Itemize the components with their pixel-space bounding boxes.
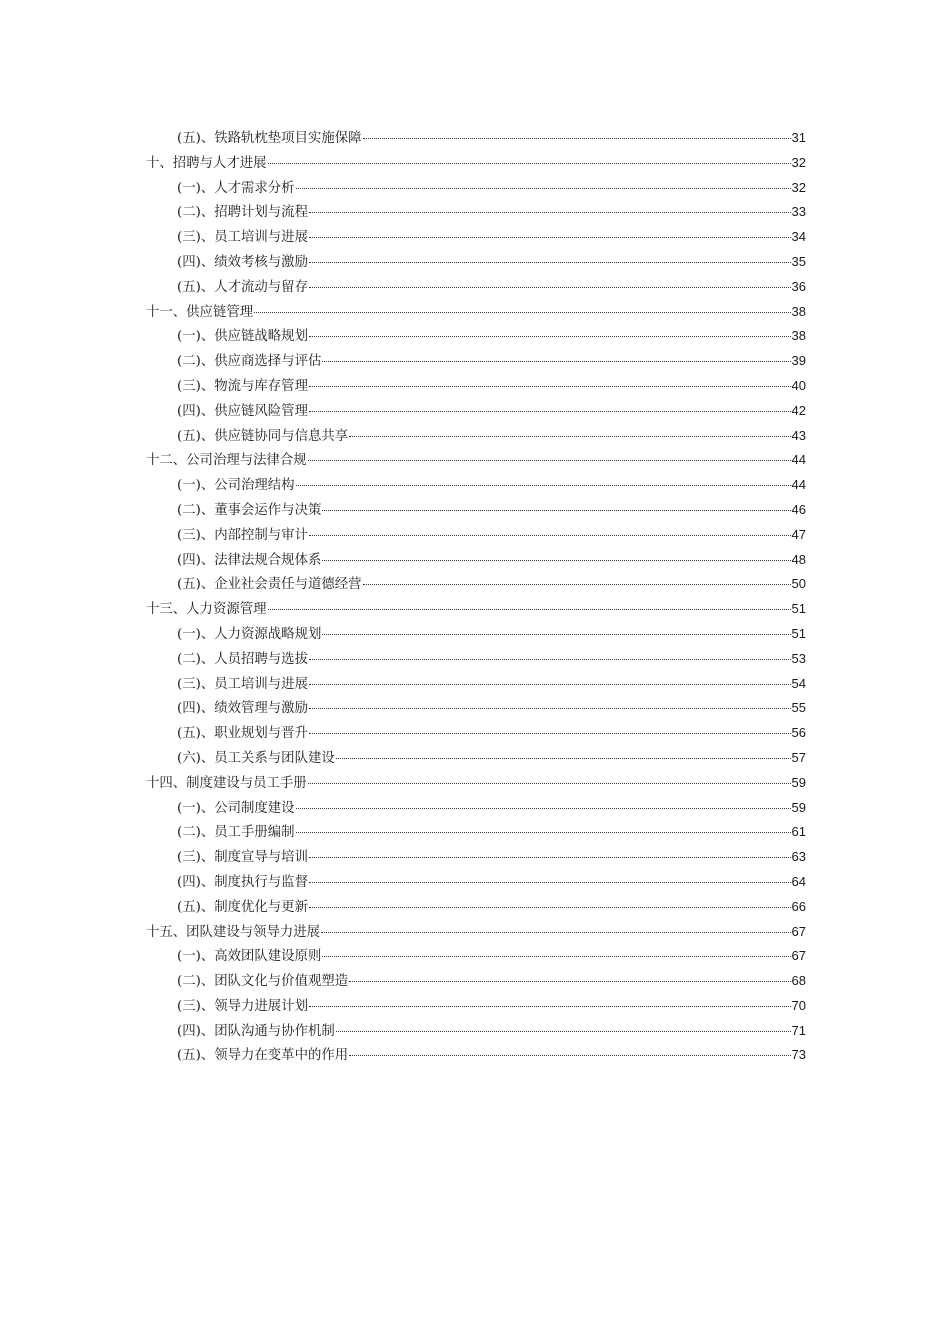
toc-section-entry[interactable] — [146, 1019, 806, 1044]
toc-page-number: 54 — [791, 675, 806, 691]
toc-page-number: 42 — [791, 402, 806, 418]
toc-dot-leader — [336, 1031, 791, 1032]
toc-dot-leader — [309, 708, 791, 709]
toc-dot-leader — [363, 138, 791, 139]
toc-entry-label: (二)、团队文化与价值观塑造 — [177, 974, 349, 990]
toc-page-number: 51 — [791, 625, 806, 641]
toc-section-entry[interactable] — [146, 696, 806, 721]
toc-chapter-entry[interactable] — [146, 151, 806, 176]
toc-section-entry[interactable] — [146, 176, 806, 201]
toc-entry-label: 十三、人力资源管理 — [146, 602, 267, 618]
toc-entry-label: 十一、供应链管理 — [146, 304, 254, 320]
toc-dot-leader — [254, 312, 790, 313]
toc-page-number: 57 — [791, 749, 806, 765]
toc-dot-leader — [268, 609, 791, 610]
toc-entry-label: (五)、领导力在变革中的作用 — [177, 1048, 349, 1064]
toc-dot-leader — [296, 832, 791, 833]
toc-page-number: 40 — [791, 377, 806, 393]
toc-section-entry[interactable] — [146, 523, 806, 548]
toc-dot-leader — [296, 188, 791, 189]
toc-entry-label: (二)、招聘计划与流程 — [177, 205, 308, 221]
toc-page-number: 38 — [791, 328, 806, 344]
toc-section-entry[interactable] — [146, 399, 806, 424]
toc-dot-leader — [322, 956, 790, 957]
toc-dot-leader — [322, 510, 790, 511]
toc-dot-leader — [322, 634, 790, 635]
toc-section-entry[interactable] — [146, 845, 806, 870]
toc-dot-leader — [322, 361, 790, 362]
toc-page-number: 59 — [791, 774, 806, 790]
toc-entry-label: (五)、制度优化与更新 — [177, 899, 308, 915]
toc-entry-label: (一)、高效团队建设原则 — [177, 949, 322, 965]
toc-entry-label: (五)、铁路轨枕垫项目实施保障 — [177, 131, 362, 146]
toc-page-number: 35 — [791, 253, 806, 269]
toc-page-number: 59 — [791, 799, 806, 815]
toc-section-entry[interactable] — [146, 498, 806, 523]
toc-section-entry[interactable] — [146, 994, 806, 1019]
toc-entry-label: 十、招聘与人才进展 — [146, 155, 267, 171]
toc-dot-leader — [309, 659, 791, 660]
toc-section-entry[interactable] — [146, 275, 806, 300]
toc-entry-label: (三)、制度宣导与培训 — [177, 850, 308, 866]
toc-section-entry[interactable] — [146, 895, 806, 920]
toc-page-number: 47 — [791, 526, 806, 542]
toc-section-entry[interactable] — [146, 1043, 806, 1068]
toc-entry-label: (一)、公司治理结构 — [177, 478, 295, 494]
toc-dot-leader — [309, 411, 791, 412]
toc-dot-leader — [349, 436, 790, 437]
toc-dot-leader — [309, 386, 791, 387]
toc-dot-leader — [349, 981, 790, 982]
toc-section-entry[interactable] — [146, 324, 806, 349]
toc-section-entry[interactable] — [146, 349, 806, 374]
toc-section-entry[interactable] — [146, 622, 806, 647]
toc-entry-label: (四)、法律法规合规体系 — [177, 552, 322, 568]
toc-page-number: 39 — [791, 353, 806, 369]
toc-page-number: 67 — [791, 948, 806, 964]
toc-chapter-entry[interactable] — [146, 448, 806, 473]
toc-section-entry[interactable] — [146, 746, 806, 771]
toc-dot-leader — [322, 560, 790, 561]
toc-entry-label: 十四、制度建设与员工手册 — [146, 775, 307, 791]
toc-page-number: 50 — [791, 576, 806, 592]
toc-entry-label: (一)、人力资源战略规划 — [177, 626, 322, 642]
toc-dot-leader — [309, 857, 791, 858]
toc-entry-label: (五)、职业规划与晋升 — [177, 726, 308, 742]
toc-section-entry[interactable] — [146, 672, 806, 697]
toc-dot-leader — [309, 237, 791, 238]
toc-entry-label: (一)、供应链战略规划 — [177, 329, 308, 345]
toc-page-number: 73 — [791, 1047, 806, 1063]
toc-entry-label: (三)、内部控制与审计 — [177, 527, 308, 543]
table-of-contents — [146, 126, 806, 1068]
toc-entry-label: (五)、企业社会责任与道德经营 — [177, 577, 362, 593]
toc-entry-label: (五)、人才流动与留存 — [177, 279, 308, 295]
toc-dot-leader — [309, 336, 791, 337]
toc-dot-leader — [296, 485, 791, 486]
toc-section-entry[interactable] — [146, 870, 806, 895]
toc-page-number: 67 — [791, 923, 806, 939]
toc-dot-leader — [349, 1055, 790, 1056]
toc-entry-label: (四)、绩效考核与激励 — [177, 254, 308, 270]
toc-dot-leader — [309, 535, 791, 536]
toc-dot-leader — [296, 808, 791, 809]
toc-page-number: 31 — [791, 130, 806, 145]
toc-dot-leader — [309, 212, 791, 213]
toc-page-number: 68 — [791, 973, 806, 989]
toc-section-entry[interactable] — [146, 944, 806, 969]
toc-entry-label: (二)、供应商选择与评估 — [177, 354, 322, 370]
toc-entry-label: (四)、供应链风险管理 — [177, 403, 308, 419]
toc-page-number: 44 — [791, 477, 806, 493]
toc-page-number: 43 — [791, 427, 806, 443]
toc-dot-leader — [309, 907, 791, 908]
toc-entry-label: (二)、董事会运作与决策 — [177, 502, 322, 518]
toc-section-entry[interactable] — [146, 200, 806, 225]
toc-dot-leader — [308, 783, 791, 784]
toc-page-number: 32 — [791, 179, 806, 195]
toc-section-entry[interactable] — [146, 473, 806, 498]
toc-page-number: 56 — [791, 725, 806, 741]
toc-page-number: 63 — [791, 849, 806, 865]
toc-dot-leader — [309, 287, 791, 288]
toc-chapter-entry[interactable] — [146, 771, 806, 796]
toc-page-number: 44 — [791, 452, 806, 468]
toc-page-number: 61 — [791, 824, 806, 840]
toc-section-entry[interactable] — [146, 721, 806, 746]
toc-dot-leader — [268, 163, 791, 164]
toc-dot-leader — [309, 262, 791, 263]
toc-page-number: 70 — [791, 997, 806, 1013]
toc-section-entry[interactable] — [146, 796, 806, 821]
toc-dot-leader — [321, 932, 790, 933]
toc-entry-label: (三)、员工培训与进展 — [177, 230, 308, 246]
toc-section-entry[interactable] — [146, 126, 806, 151]
toc-page-number: 32 — [791, 154, 806, 170]
toc-entry-label: 十二、公司治理与法律合规 — [146, 453, 307, 469]
toc-page-number: 55 — [791, 700, 806, 716]
toc-page-number: 53 — [791, 650, 806, 666]
toc-entry-label: (二)、员工手册编制 — [177, 825, 295, 841]
toc-section-entry[interactable] — [146, 820, 806, 845]
toc-page-number: 64 — [791, 873, 806, 889]
toc-entry-label: 十五、团队建设与领导力进展 — [146, 924, 321, 940]
toc-section-entry[interactable] — [146, 424, 806, 449]
toc-section-entry[interactable] — [146, 548, 806, 573]
toc-page-number: 34 — [791, 229, 806, 245]
toc-section-entry[interactable] — [146, 572, 806, 597]
toc-chapter-entry[interactable] — [146, 920, 806, 945]
toc-entry-label: (四)、制度执行与监督 — [177, 874, 308, 890]
toc-page-number: 36 — [791, 278, 806, 294]
toc-entry-label: (三)、物流与库存管理 — [177, 378, 308, 394]
toc-page-number: 71 — [791, 1022, 806, 1038]
toc-chapter-entry[interactable] — [146, 597, 806, 622]
toc-entry-label: (一)、公司制度建设 — [177, 800, 295, 816]
toc-dot-leader — [309, 733, 791, 734]
toc-page-number: 48 — [791, 551, 806, 567]
toc-section-entry[interactable] — [146, 647, 806, 672]
toc-page-number: 38 — [791, 303, 806, 319]
toc-page-number: 51 — [791, 601, 806, 617]
toc-chapter-entry[interactable] — [146, 300, 806, 325]
toc-page-number: 33 — [791, 204, 806, 220]
toc-entry-label: (一)、人才需求分析 — [177, 180, 295, 196]
toc-dot-leader — [308, 460, 791, 461]
toc-section-entry[interactable] — [146, 969, 806, 994]
toc-section-entry[interactable] — [146, 225, 806, 250]
toc-page-number: 66 — [791, 898, 806, 914]
toc-dot-leader — [309, 1006, 791, 1007]
toc-entry-label: (五)、供应链协同与信息共享 — [177, 428, 349, 444]
toc-page-number: 46 — [791, 501, 806, 517]
toc-section-entry[interactable] — [146, 374, 806, 399]
toc-dot-leader — [309, 684, 791, 685]
toc-entry-label: (四)、绩效管理与激励 — [177, 701, 308, 717]
toc-section-entry[interactable] — [146, 250, 806, 275]
toc-entry-label: (三)、领导力进展计划 — [177, 998, 308, 1014]
toc-dot-leader — [309, 882, 791, 883]
toc-dot-leader — [363, 584, 791, 585]
toc-entry-label: (四)、团队沟通与协作机制 — [177, 1023, 335, 1039]
toc-entry-label: (三)、员工培训与进展 — [177, 676, 308, 692]
toc-entry-label: (二)、人员招聘与选拔 — [177, 651, 308, 667]
toc-entry-label: (六)、员工关系与团队建设 — [177, 750, 335, 766]
toc-dot-leader — [336, 758, 791, 759]
